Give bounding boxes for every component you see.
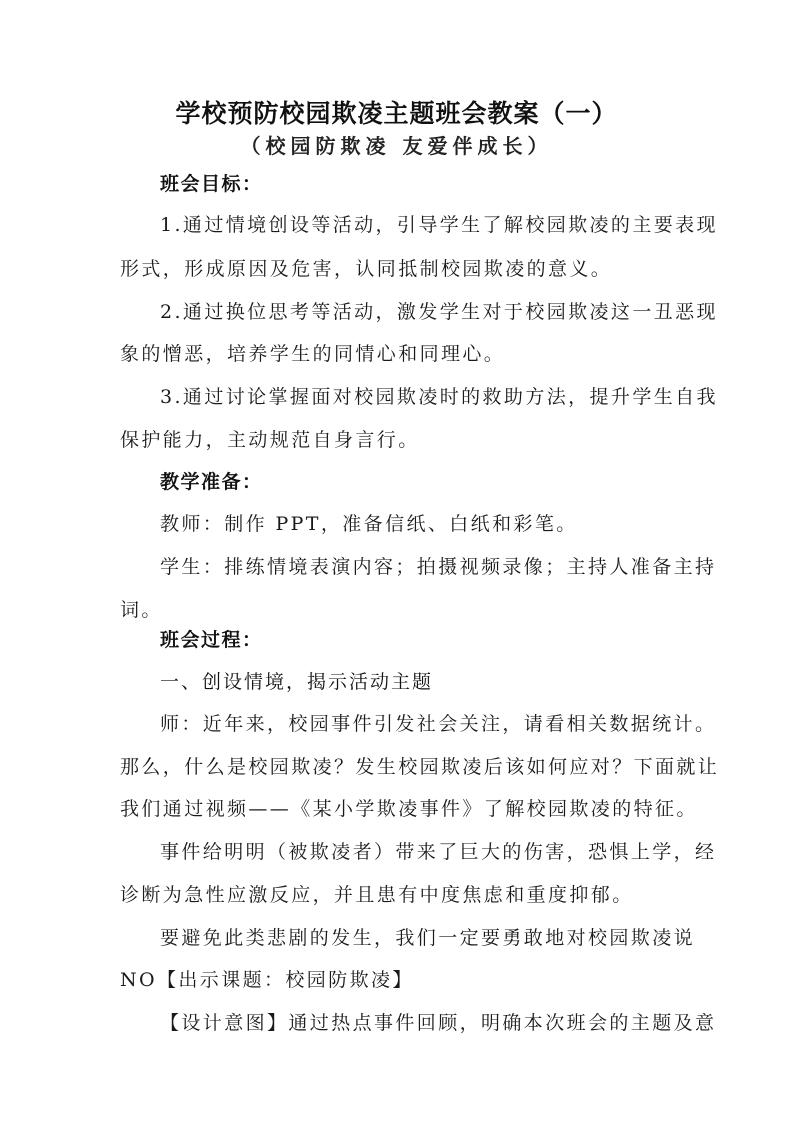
paragraph-line: 保护能力，主动规范自身言行。 [120,429,420,451]
paragraph-line: 师：近年来，校园事件引发社会关注，请看相关数据统计。 [160,713,717,735]
paragraph-line: 象的憎恶，培养学生的同情心和同理心。 [120,343,506,365]
subsection-heading: 一、创设情境，揭示活动主题 [160,671,434,693]
document-subtitle: （校园防欺凌 友爱伴成长） [240,134,553,158]
section-heading-preparation: 教学准备： [160,471,263,493]
paragraph-line: 我们通过视频——《某小学欺凌事件》了解校园欺凌的特征。 [120,798,698,820]
paragraph-line: 1.通过情境创设等活动，引导学生了解校园欺凌的主要表现 [160,214,718,236]
paragraph-line: 诊断为急性应激反应，并且患有中度焦虑和重度抑郁。 [120,884,634,906]
document-title: 学校预防校园欺凌主题班会教案（一） [175,99,618,128]
paragraph-line: 那么，什么是校园欺凌？发生校园欺凌后该如何应对？下面就让 [120,756,720,778]
paragraph-line: 词。 [120,599,163,621]
paragraph-line: NO【出示课题：校园防欺凌】 [120,969,414,991]
paragraph-line: 教师：制作 PPT，准备信纸、白纸和彩笔。 [160,513,578,535]
paragraph-line: 【设计意图】通过热点事件回顾，明确本次班会的主题及意 [160,1012,717,1034]
section-heading-process: 班会过程： [160,629,263,651]
paragraph-line: 3.通过讨论掌握面对校园欺凌时的救助方法，提升学生自我 [160,386,718,408]
paragraph-line: 学生：排练情境表演内容；拍摄视频录像；主持人准备主持 [160,556,717,578]
paragraph-line: 形式，形成原因及危害，认同抵制校园欺凌的意义。 [120,258,613,280]
paragraph-line: 事件给明明（被欺凌者）带来了巨大的伤害，恐惧上学，经 [160,841,717,863]
paragraph-line: 要避免此类悲剧的发生，我们一定要勇敢地对校园欺凌说 [160,927,696,949]
paragraph-line: 2.通过换位思考等活动，激发学生对于校园欺凌这一丑恶现 [160,301,718,323]
section-heading-goals: 班会目标： [160,173,263,195]
